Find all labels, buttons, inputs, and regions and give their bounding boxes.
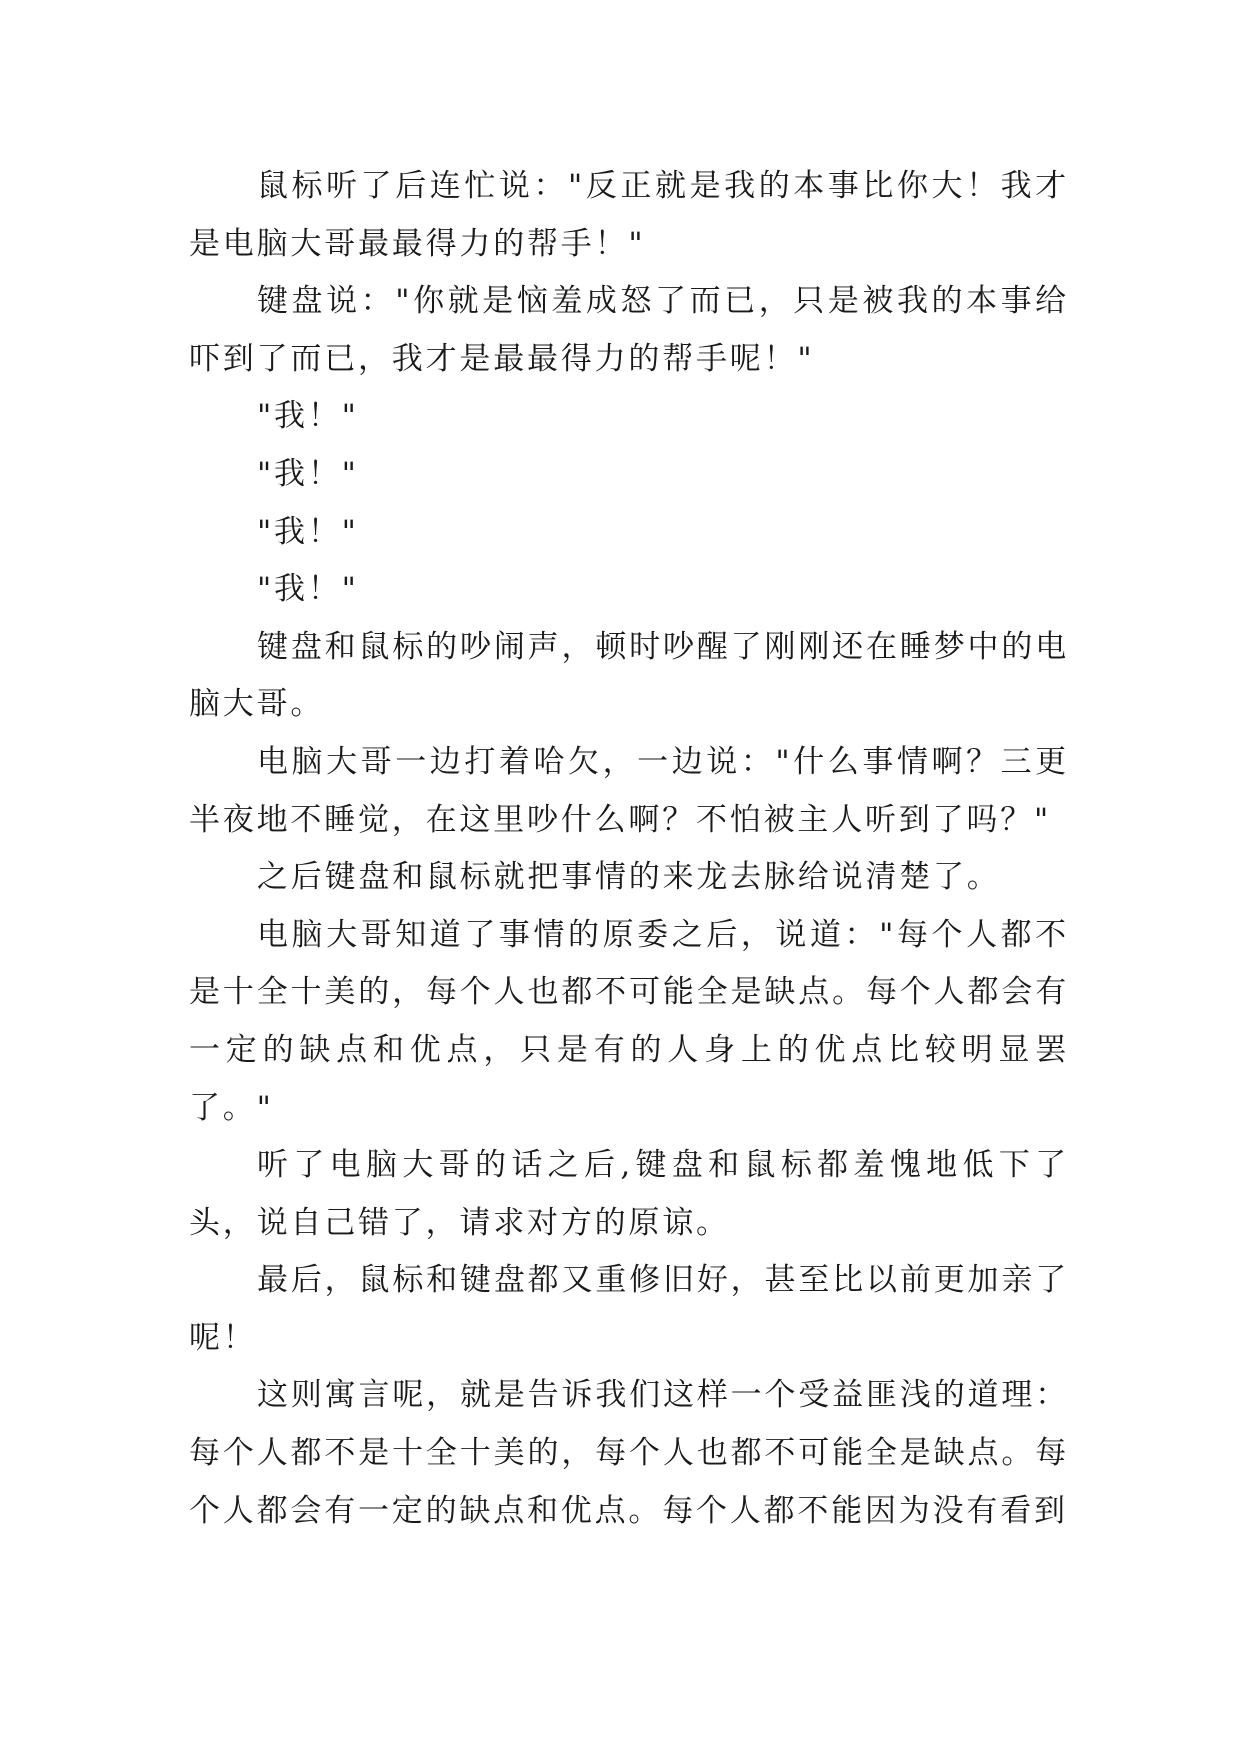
paragraph: 键盘和鼠标的吵闹声，顿时吵醒了刚刚还在睡梦中的电脑大哥。 [189,628,1069,723]
paragraph: 之后键盘和鼠标就把事情的来龙去脉给说清楚了。 [257,859,1001,896]
paragraph: "我！" [257,513,359,550]
paragraph: 电脑大哥知道了事情的原委之后，说道："每个人都不是十全十美的，每个人也都不可能全是缺点。每个人都会有一定的缺点和优点，只是有的人身上的优点比较明显罢了。" [189,916,1069,1126]
paragraph: 这则寓言呢，就是告诉我们这样一个受益匪浅的道理：每个人都不是十全十美的，每个人也都不可能全是缺点。每个人都会有一定的缺点和优点。每个人都不能因为没有看到 [189,1377,1069,1529]
paragraph: 听了电脑大哥的话之后,键盘和鼠标都羞愧地低下了头，说自己错了，请求对方的原谅。 [189,1147,1069,1241]
paragraph: "我！" [257,398,359,435]
paragraph: 电脑大哥一边打着哈欠，一边说："什么事情啊？三更半夜地不睡觉，在这里吵什么啊？不怕被主人听到了吗？" [189,743,1069,838]
paragraph: "我！" [257,455,359,492]
paragraph: 最后，鼠标和键盘都又重修旧好，甚至比以前更加亲了呢！ [189,1262,1069,1356]
paragraph: 键盘说："你就是恼羞成怒了而已，只是被我的本事给吓到了而已，我才是最最得力的帮手呢！" [189,283,1069,377]
paragraph: "我！" [257,571,359,608]
paragraph: 鼠标听了后连忙说："反正就是我的本事比你大！我才是电脑大哥最最得力的帮手！" [189,168,1069,262]
body-text [189,158,1069,1540]
